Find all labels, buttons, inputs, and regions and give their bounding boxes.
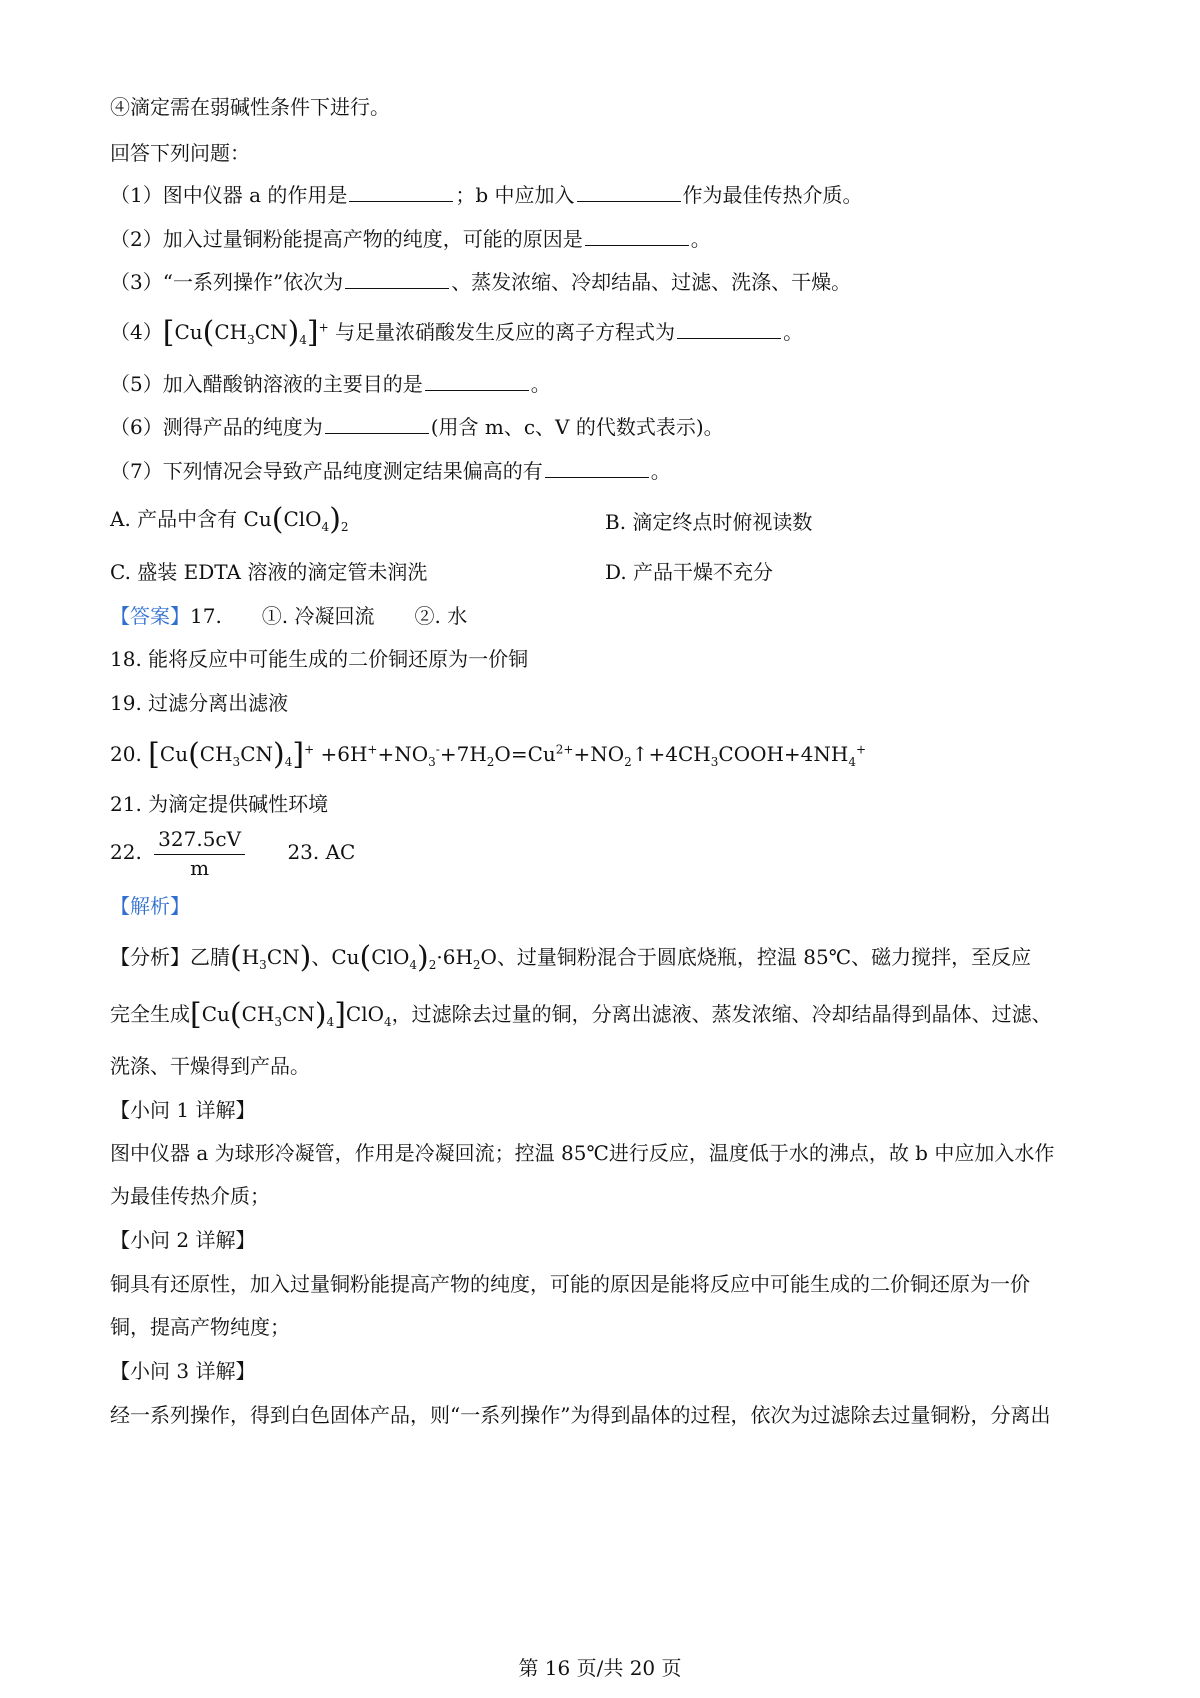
sub-question-3-text-1: 经一系列操作，得到白色固体产品，则“一系列操作”为得到晶体的过程，依次为过滤除去过量铜粉，分离出 [110, 1403, 1051, 1427]
option-c: C. 盛装 EDTA 溶液的滴定管未润洗 [110, 560, 428, 584]
answer-22-23: 22. $\frac{327.5cV}{m}$ 23. AC [110, 827, 356, 880]
condition-4: ④滴定需在弱碱性条件下进行。 [110, 95, 390, 119]
answer-blank[interactable] [345, 268, 449, 289]
question-7: （7）下列情况会导致产品纯度测定结果偏高的有 。 [110, 459, 671, 483]
purity-fraction: $\frac{327.5cV}{m}$ [154, 826, 245, 881]
sub-question-1-heading: 【小问 1 详解】 [110, 1098, 256, 1122]
answer-19: 19. 过滤分离出滤液 [110, 691, 289, 715]
answer-blank[interactable] [425, 370, 529, 391]
analysis-label: 【解析】 [110, 894, 190, 918]
formula-acetonitrile: $(H_3CN)$ [230, 940, 312, 975]
option-d: D. 产品干燥不充分 [605, 560, 774, 584]
question-6: （6）测得产品的纯度为 (用含 m、c、V 的代数式表示)。 [110, 415, 724, 439]
page-footer: 第 16 页/共 20 页 [518, 1656, 682, 1680]
sub-question-1-text-2: 为最佳传热介质； [110, 1184, 270, 1208]
answer-blank[interactable] [677, 318, 781, 339]
answer-blank[interactable] [545, 457, 649, 478]
answer-label: 【答案】 [110, 604, 190, 628]
sub-question-3-heading: 【小问 3 详解】 [110, 1359, 256, 1383]
formula-copper-perchlorate-hydrate: $Cu(ClO_4)_2\cdot 6H_2O$ [331, 940, 497, 975]
formula-product: $[Cu(CH_3CN)_4]ClO_4$ [190, 997, 392, 1032]
answer-blank[interactable] [585, 225, 689, 246]
sub-question-2-heading: 【小问 2 详解】 [110, 1228, 256, 1252]
sub-question-1-text-1: 图中仪器 a 为球形冷凝管，作用是冷凝回流；控温 85℃进行反应，温度低于水的沸点，故 b 中应加入水作 [110, 1141, 1055, 1165]
analysis-line-2: 完全生成$[Cu(CH_3CN)_4]ClO_4$，过滤除去过量的铜，分离出滤液、蒸发浓缩、冷却结晶得到晶体、过滤、 [110, 997, 1052, 1032]
question-3: （3）“一系列操作”依次为 、蒸发浓缩、冷却结晶、过滤、洗涤、干燥。 [110, 270, 852, 294]
answer-blank[interactable] [325, 413, 429, 434]
answer-20: 20. $[Cu(CH_3CN)_4]^+$ $+6H^++NO_3^-+7H_2O=Cu^{2+}+NO_2↑+4CH_3COOH+4NH_4^+$ [110, 737, 867, 772]
analysis-line-1: 【分析】乙腈$(H_3CN)$、$Cu(ClO_4)_2\cdot 6H_2O$、过量铜粉混合于圆底烧瓶，控温 85℃、磁力搅拌，至反应 [110, 940, 1032, 975]
answer-21: 21. 为滴定提供碱性环境 [110, 792, 329, 816]
analysis-line-3: 洗涤、干燥得到产品。 [110, 1054, 310, 1078]
question-2: （2）加入过量铜粉能提高产物的纯度，可能的原因是 。 [110, 227, 711, 251]
answer-17: 【答案】17. ①. 冷凝回流 ②. 水 [110, 604, 468, 628]
question-5: （5）加入醋酸钠溶液的主要目的是 。 [110, 372, 551, 396]
sub-question-2-text-1: 铜具有还原性，加入过量铜粉能提高产物的纯度，可能的原因是能将反应中可能生成的二价铜还原为一价 [110, 1272, 1030, 1296]
option-b: B. 滴定终点时俯视读数 [605, 510, 813, 534]
instructions: 回答下列问题： [110, 141, 250, 165]
question-4: $(4)[Cu(CH_3CN)_4]^+$ 与足量浓硝酸发生反应的离子方程式为 。 [110, 315, 804, 350]
answer-blank[interactable] [349, 181, 453, 202]
question-1: （1）图中仪器 a 的作用是 ；b 中应加入 作为最佳传热介质。 [110, 183, 863, 207]
formula-cu-clo4-2: $Cu(ClO_4)_2$ [243, 502, 349, 537]
option-a: A. 产品中含有 $Cu(ClO_4)_2$ [110, 502, 349, 537]
answer-blank[interactable] [577, 181, 681, 202]
complex-ion-formula: $[Cu(CH_3CN)_4]^+$ [162, 315, 329, 350]
answer-18: 18. 能将反应中可能生成的二价铜还原为一价铜 [110, 647, 529, 671]
sub-question-2-text-2: 铜，提高产物纯度； [110, 1315, 290, 1339]
ion-equation: $[Cu(CH_3CN)_4]^+$ $+6H^++NO_3^-+7H_2O=Cu^{2+}+NO_2↑+4CH_3COOH+4NH_4^+$ [148, 737, 867, 772]
